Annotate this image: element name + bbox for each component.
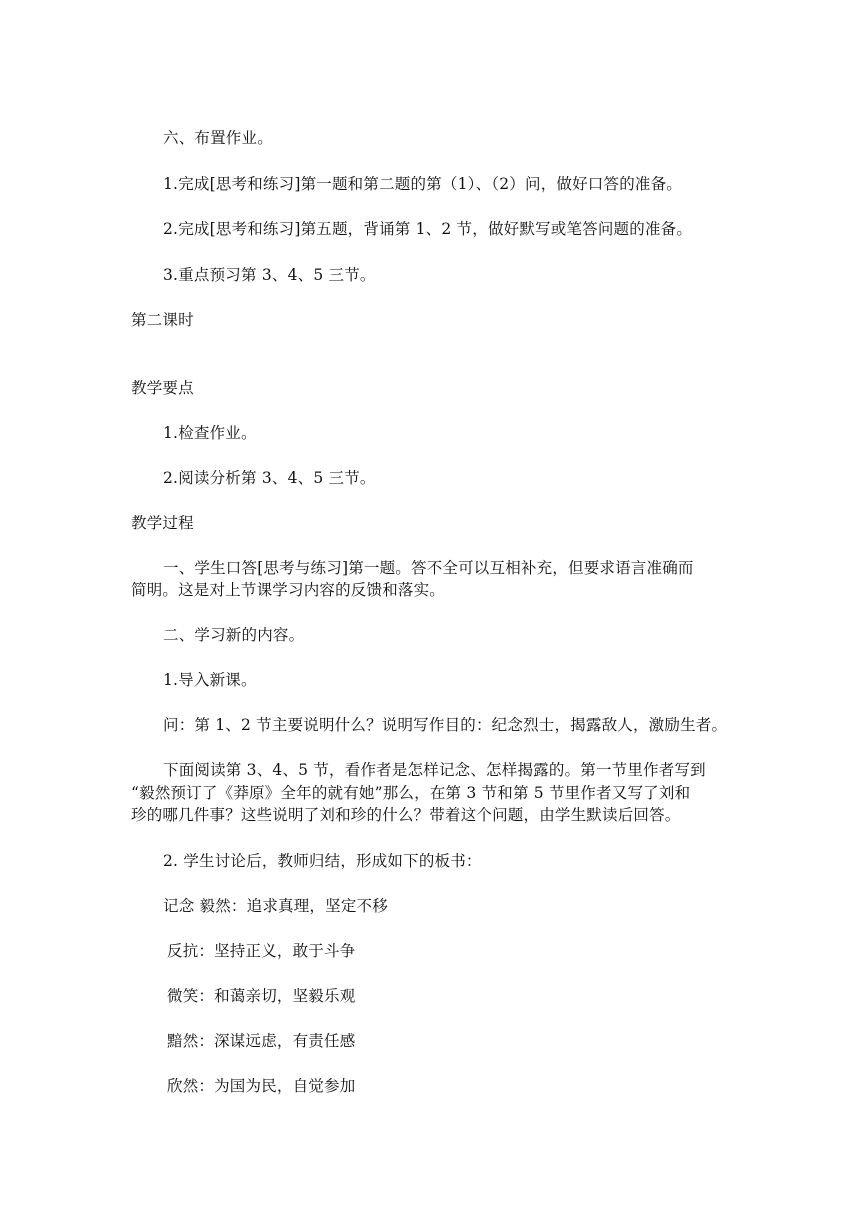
homework-item-3: 3.重点预习第 3、4、5 三节。: [163, 266, 376, 284]
board-line-2: 反抗：坚持正义，敢于斗争: [167, 942, 356, 960]
reading-para-line-1: 下面阅读第 3、4、5 节，看作者是怎样记念、怎样揭露的。第一节里作者写到: [163, 761, 706, 779]
reading-para-line-3: 珍的哪几件事？这些说明了刘和珍的什么？带着这个问题，由学生默读后回答。: [131, 806, 681, 824]
teaching-points-heading: 教学要点: [131, 379, 194, 397]
teaching-process-heading: 教学过程: [131, 514, 194, 532]
process-step-1-line-1: 一、学生口答[思考与练习]第一题。答不全可以互相补充，但要求语言准确而: [163, 559, 694, 577]
second-lesson-heading: 第二课时: [131, 311, 194, 329]
question-line: 问：第 1、2 节主要说明什么？说明写作目的：纪念烈士，揭露敌人，激励生者。: [163, 716, 728, 734]
teaching-point-1: 1.检查作业。: [163, 424, 257, 442]
process-step-1-line-2: 简明。这是对上节课学习内容的反馈和落实。: [131, 581, 446, 599]
board-line-3: 微笑：和蔼亲切，坚毅乐观: [167, 987, 356, 1005]
process-step-2-heading: 二、学习新的内容。: [163, 626, 305, 644]
section-six-heading: 六、布置作业。: [163, 129, 273, 147]
teaching-point-2: 2.阅读分析第 3、4、5 三节。: [163, 469, 376, 487]
board-line-1: 记念 毅然：追求真理，坚定不移: [163, 897, 388, 915]
homework-item-2: 2.完成[思考和练习]第五题，背诵第 1、2 节，做好默写或笔答问题的准备。: [163, 220, 693, 238]
reading-para-line-2: “毅然预订了《莽原》全年的就有她”那么，在第 3 节和第 5 节里作者又写了刘和: [131, 784, 691, 802]
intro-new-lesson: 1.导入新课。: [163, 671, 257, 689]
board-line-5: 欣然：为国为民，自觉参加: [167, 1077, 356, 1095]
board-line-4: 黯然：深谋远虑，有责任感: [167, 1032, 356, 1050]
homework-item-1: 1.完成[思考和练习]第一题和第二题的第（1）、（2）问，做好口答的准备。: [163, 175, 683, 193]
discussion-line: 2. 学生讨论后，教师归结，形成如下的板书：: [163, 852, 482, 870]
